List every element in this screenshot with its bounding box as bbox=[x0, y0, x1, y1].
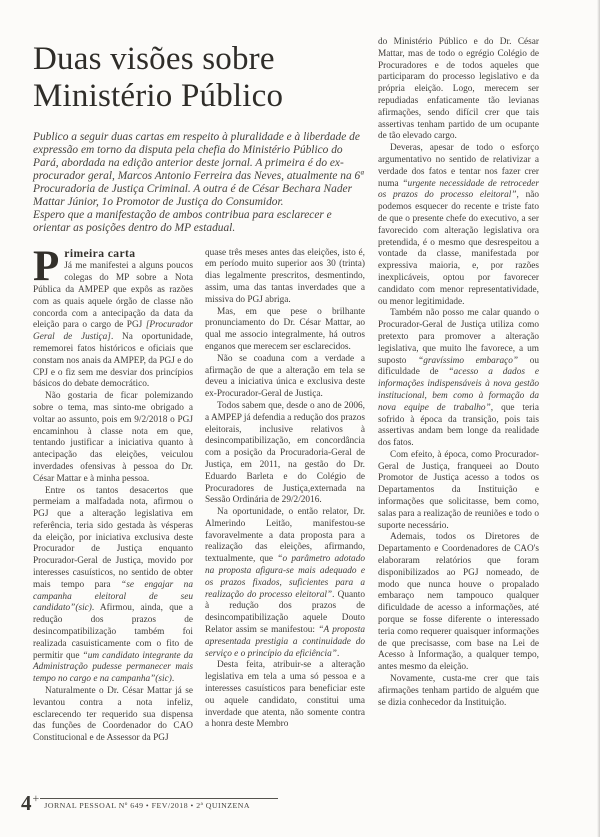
paragraph: Não se coaduna com a verdade a afirmação de que a alteração em tela se deveu a iniciativa única e exclusiva deste ex-Procurador-Geral de Justiça. bbox=[205, 353, 365, 400]
page-content bbox=[33, 36, 539, 745]
paragraph: Mas, em que pese o brilhante pronunciamento do Dr. César Mattar, ao qual me associo integralmente, há outros enganos que merecem ser esclarecidos. bbox=[205, 306, 365, 352]
dropcap-letter: P bbox=[33, 242, 60, 290]
plus-mark: + bbox=[32, 791, 40, 805]
intro-paragraph: Espero que a manifestação de ambos contribua para esclarecer e orientar as posições dentro do MP estadual. bbox=[33, 208, 332, 234]
body-columns bbox=[33, 242, 365, 745]
article-intro bbox=[33, 131, 365, 235]
column-1-paragraphs bbox=[33, 391, 193, 745]
paragraph: Também não posso me calar quando o Procurador-Geral de Justiça utiliza como pretexto para promover a alteração legislativa, que muito lhe favorece, a um suposto “gravíssimo embaraço” ou dificuldade de “acesso a dados e informações indispensáveis à nova gestão institucional, bem como à formação da nova equipe de trabalho”, que teria sofrido à época da transição, pois tais assertivas andam bem longe da realidade dos fatos. bbox=[378, 308, 539, 449]
column-3 bbox=[378, 36, 539, 745]
intro-paragraph: Publico a seguir duas cartas em respeito à pluralidade e à liberdade de expressão em torno da disputa pela chefia do Ministério Público do Pará, abordada na edição anterior deste jornal. A primeira é do ex-procurador geral, Marcos Antonio Ferreira das Neves, atualmente na 6ª Procuradoria de Justiça Criminal. A outra é de César Bechara Nader Mattar Júnior, 1o Promotor de Justiça do Consumidor. bbox=[33, 130, 364, 208]
paragraph: Entre os tantos desacertos que permeiam a malfadada nota, afirmou o PGJ que a alteração legislativa em referência, teria sido gestada às vésperas da eleição, por iniciativa exclusiva deste Procurador de Justiça enquanto Procurador-Geral de Justiça, movido por interesses casuísticos, no sentido de obter mais tempo para “se engajar na campanha eleitoral de seu candidato”(sic). Afirmou, ainda, que a redução dos prazos de desincompatibilização também foi realizada casuisticamente com o fito de permitir que “um candidato integrante da Administração pudesse permanecer mais tempo no cargo e na campanha”(sic). bbox=[33, 485, 193, 685]
page-number: 4 bbox=[21, 791, 32, 815]
article-left-block bbox=[33, 36, 365, 745]
column-3-paragraphs bbox=[378, 37, 539, 709]
paragraph: Desta feita, atribuir-se a alteração legislativa em tela a uma só pessoa e a interesses casuísticos para beneficiar este ou aquele candidato, constitui uma inverdade que atenta, não somente contra a honra deste Membro bbox=[205, 660, 365, 730]
page-footer bbox=[21, 791, 278, 815]
column-2-paragraphs bbox=[205, 248, 365, 732]
paragraph: Já me manifestei a alguns poucos colegas do MP sobre a Nota Pública da AMPEP que expôs as razões com as quais aquele órgão de classe não concorda com a antecipação da data da eleição para o cargo de PGJ [Procurador Geral de Justiça]. Na oportunidade, rememorei fatos históricos e oficiais que constam nos anais da AMPEP, da PGJ e do CPJ e o fiz sem me desviar dos princípios básicos do debate democrático. bbox=[33, 261, 193, 390]
paragraph: quase três meses antes das eleições, isto é, em período muito superior aos 30 (trinta) dias legalmente prescritos, desmentindo, assim, uma das tantas inverdades que a missiva do PGJ abriga. bbox=[205, 247, 365, 305]
paragraph: Todos sabem que, desde o ano de 2006, a AMPEP já defendia a redução dos prazos eleitorais, inclusive relativos à desincompatibilização, em concordância com a posição da Procuradoria-Geral de Justiça, em 2011, na gestão do Dr. Eduardo Barleta e do Colégio de Procuradores de Justiça,externada na Sessão Ordinária de 29/2/2016. bbox=[205, 400, 365, 506]
paragraph: Ademais, todos os Diretores de Departamento e Coordenadores de CAO's elaboraram relatórios que foram disponibilizados ao PGJ nomeado, de modo que nunca houve o propalado embaraço nem tampouco qualquer dificuldade de acesso a informações, até porque se fosse diferente o interessado teria como requerer quaisquer informações de que precisasse, com base na Lei de Acesso à Informação, a qualquer tempo, antes mesmo da eleição. bbox=[378, 532, 539, 673]
column-1 bbox=[33, 242, 193, 745]
paragraph: Na oportunidade, o então relator, Dr. Almerindo Leitão, manifestou-se favoravelmente a data proposta para a realização das eleições, afirmando, textualmente, que “o parâmetro adotado na proposta afigura-se mais adequado e os prazos fixados, suficientes para a realização do processo eleitoral”. Quanto à redução dos prazos de desincompatibilização aquele Douto Relator assim se manifestou: “A proposta apresentada prestigia a continuidade do serviço e o princípio da eficiência”. bbox=[205, 507, 365, 659]
article-title: Duas visões sobre Ministério Público bbox=[33, 41, 284, 115]
journal-info: JORNAL PESSOAL Nº 649 • FEV/2018 • 2ª QUINZENA bbox=[40, 798, 278, 810]
paragraph: Naturalmente o Dr. César Mattar já se levantou contra a nota infeliz, esclarecendo ter requerido sua dispensa das funções de Coordenador do CAO Constitucional e de Assessor da PGJ bbox=[33, 686, 193, 744]
paragraph: Com efeito, à época, como Procurador-Geral de Justiça, franqueei ao Douto Promotor de Justiça acesso a todos os Departamentos da Instituição e informações que solicitasse, bem como, salas para a realização de reuniões e todo o suporte necessário. bbox=[378, 449, 539, 531]
first-paragraph-block bbox=[33, 242, 193, 392]
paragraph: do Ministério Público e do Dr. César Mattar, mas de todo o egrégio Colégio de Procuradores e de todos aqueles que participaram do processo legislativo e da própria eleição. Logo, merecem ser repudiadas enfaticamente tão levianas afirmações, sendo difícil crer que tais assertivas tenham partido de um ocupante de tão elevado cargo. bbox=[378, 37, 539, 142]
paragraph: Não gostaria de ficar polemizando sobre o tema, mas sinto-me obrigado a voltar ao assunto, pois em 9/2/2018 o PGJ encaminhou à classe nota em que, tentando justificar a iniciativa quanto à antecipação das eleições, veiculou inverdades ofensivas à pessoa do Dr. César Mattar e à minha pessoa. bbox=[33, 391, 193, 484]
paragraph: Deveras, apesar de todo o esforço argumentativo no sentido de relativizar a verdade dos fatos e tentar nos fazer crer numa “urgente necessidade de retroceder os prazos do processo eleitoral”, não podemos esquecer do recente e triste fato de que o presente chefe do executivo, a ser favorecido com alteração legislativa ora pretendida, é o mesmo que desrespeitou a vontade da classe, manifestada por expressiva maioria, e, por razões inexplicáveis, optou por favorecer candidato com menor representatividade, ou menor legitimidade. bbox=[378, 143, 539, 307]
column-2 bbox=[205, 248, 365, 745]
section-heading: rimeira carta bbox=[64, 246, 136, 260]
paragraph: Novamente, custa-me crer que tais afirmações tenham partido de alguém que se dizia conhecedor da Instituição. bbox=[378, 674, 539, 708]
